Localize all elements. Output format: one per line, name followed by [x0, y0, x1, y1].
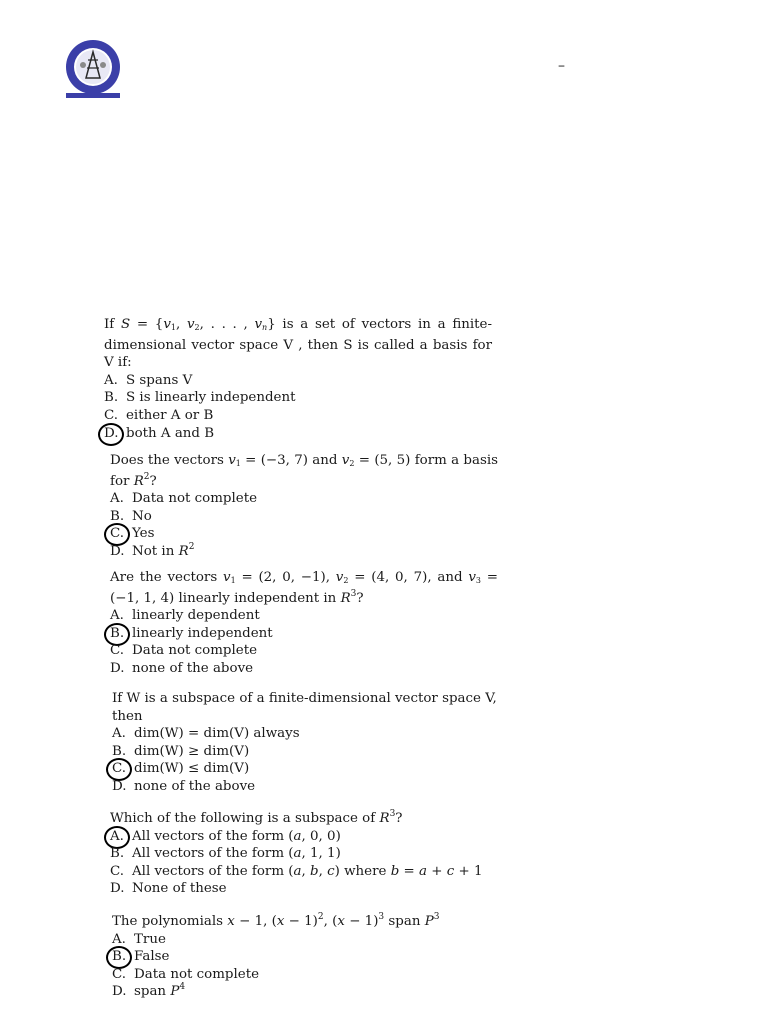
option-a[interactable]: A. dim(W) = dim(V) always	[112, 726, 300, 742]
option-c-selected[interactable]: C. Yes	[110, 526, 155, 542]
option-a-selected[interactable]: A. All vectors of the form (a, 0, 0)	[110, 828, 341, 844]
option-d[interactable]: D. span $P^4$	[112, 982, 186, 1000]
option-b-selected[interactable]: B. False	[112, 949, 170, 965]
question-5	[110, 810, 510, 898]
option-d-selected[interactable]: D. both A and B	[104, 425, 215, 441]
option-a[interactable]: A. Data not complete	[110, 491, 258, 507]
header-dash: –	[558, 58, 565, 74]
option-d[interactable]: D. None of these	[110, 881, 227, 897]
question-4	[112, 690, 500, 796]
option-a[interactable]: A. True	[112, 931, 166, 947]
question-stem: Which of the following is a subspace of $R^3$?	[110, 809, 403, 826]
option-d[interactable]: D. none of the above	[112, 778, 256, 794]
option-d[interactable]: D. none of the above	[110, 660, 254, 676]
option-b[interactable]: B. S is linearly independent	[104, 390, 296, 406]
option-c-selected[interactable]: C. dim(W) ≤ dim(V)	[112, 761, 250, 777]
option-b-selected[interactable]: B. linearly independent	[110, 625, 273, 641]
option-b[interactable]: B. dim(W) ≥ dim(V)	[112, 743, 250, 759]
question-2	[110, 452, 498, 561]
question-stem: If $S = \{v_1$, $v_2$, . . . , $v_n$} is a set of vectors in a finite-dimensional vector space V , then S is called a basis for V if:	[104, 317, 492, 371]
question-3	[110, 569, 498, 678]
option-a[interactable]: A. S spans V	[104, 372, 193, 388]
option-d[interactable]: D. Not in $R^2$	[110, 541, 195, 559]
question-stem: Does the vectors $v_1 = (-3$, 7) and $v_2 = (5$, 5) form a basis for $R^2$?	[110, 453, 499, 489]
question-stem: Are the vectors $v_1 = (2$, 0, −1), $v_2 = (4$, 0, 7), and $v_3 = (-1$, 1, 4) linearly independent in $R^3$?	[110, 570, 499, 606]
option-a[interactable]: A. linearly dependent	[110, 608, 260, 624]
option-c[interactable]: C. All vectors of the form (a, b, c) where b = a + c + 1	[110, 863, 483, 879]
option-c[interactable]: C. either A or B	[104, 407, 214, 423]
option-b[interactable]: B. All vectors of the form (a, 1, 1)	[110, 846, 341, 862]
option-c[interactable]: C. Data not complete	[112, 966, 260, 982]
question-1	[104, 316, 492, 442]
question-stem: If W is a subspace of a finite-dimensional vector space V, then	[112, 691, 497, 724]
option-c[interactable]: C. Data not complete	[110, 643, 258, 659]
institute-logo	[56, 38, 130, 102]
question-stem: The polynomials x − 1, $(x - 1)^2$, $(x - 1)^3$ span $P^3$	[112, 912, 440, 929]
question-6	[112, 913, 512, 1001]
option-b[interactable]: B. No	[110, 508, 152, 524]
